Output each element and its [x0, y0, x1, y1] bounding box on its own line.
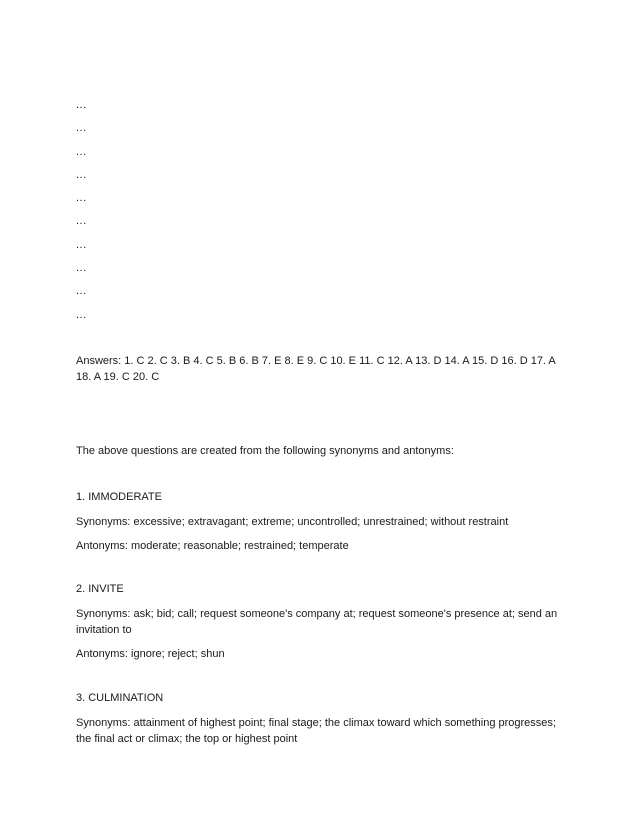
entry-antonyms: Antonyms: moderate; reasonable; restrained; temperate: [76, 540, 349, 552]
entry-title: 3. CULMINATION: [76, 692, 164, 704]
entry-antonyms: Antonyms: ignore; reject; shun: [76, 648, 225, 660]
intro-paragraph: The above questions are created from the following synonyms and antonyms:: [76, 445, 454, 457]
entry-title: 1. IMMODERATE: [76, 491, 162, 503]
ellipsis-line: ...: [76, 215, 87, 228]
ellipsis-line: ...: [76, 99, 87, 111]
ellipsis-line: ...: [76, 285, 87, 298]
ellipsis-line: ...: [76, 168, 87, 181]
ellipsis-line: ...: [76, 308, 87, 321]
ellipsis-line: ...: [76, 238, 87, 251]
ellipsis-line: ...: [76, 262, 87, 275]
entry-synonyms: Synonyms: excessive; extravagant; extreme; uncontrolled; unrestrained; without restraint: [76, 516, 509, 528]
ellipsis-line: ...: [76, 145, 87, 158]
entry-synonyms: Synonyms: ask; bid; call; request someone's company at; request someone's presence at; send an invitation to: [76, 608, 558, 636]
word-entry-invite: [76, 581, 566, 670]
word-entry-culmination: [76, 690, 566, 755]
word-entry-immoderate: [76, 489, 566, 562]
ellipsis-list: [76, 97, 566, 330]
ellipsis-line: ...: [76, 192, 87, 205]
ellipsis-line: ...: [76, 122, 87, 135]
answer-key: Answers: 1. C 2. C 3. B 4. C 5. B 6. B 7. E 8. E 9. C 10. E 11. C 12. A 13. D 14. A 15. D 16. D 17. A 18. A 19. C 20. C: [76, 355, 556, 383]
entry-title: 2. INVITE: [76, 583, 124, 595]
entry-synonyms: Synonyms: attainment of highest point; final stage; the climax toward which something progresses; the final act or climax; the top or highest point: [76, 717, 556, 745]
